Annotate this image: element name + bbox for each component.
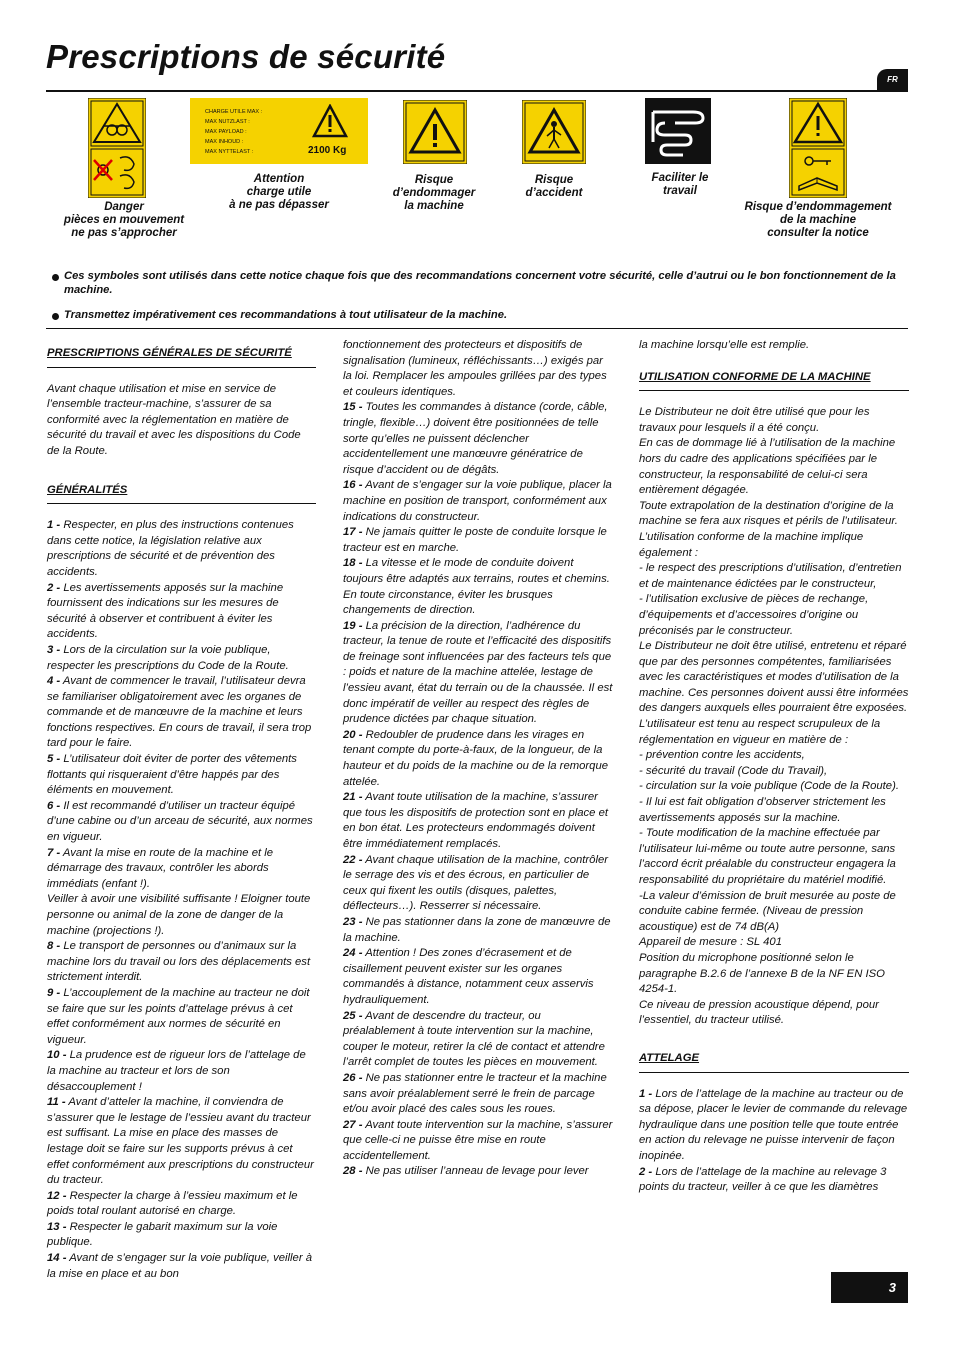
pointing-hand-icon (645, 98, 711, 164)
payload-sign-line: CHARGE UTILE MAX : (205, 109, 263, 115)
list-item: 20 - Redoubler de prudence dans les virages en tenant compte du porte-à-faux, de la longueur, de la hauteur et du poids de la machine ou de la remorque attelée. (343, 728, 609, 788)
machine-caption-3: la machine (404, 200, 464, 212)
bullet-item (52, 270, 902, 297)
list-item: 23 - Ne pas stationner dans la zone de manœuvre de la machine. (343, 915, 611, 944)
intro-bullets (52, 270, 902, 333)
paragraph: - l’utilisation exclusive de pièces de rechange, d’équipements et d’accessoires d’origine ou préconisés par le constructeur. (639, 593, 869, 637)
bullet-text: Transmettez impérativement ces recommandations à tout utilisateur de la machine. (64, 309, 508, 321)
machine-caption-1: Risque (414, 174, 454, 186)
paragraph: - prévention contre les accidents, (639, 749, 805, 762)
list-item: 19 - La précision de la direction, l’adhérence du tracteur, la tenue de route et l’efficacité des dispositifs de freinage sont influencées par des facteurs tels que : poids et nature de la machine attelée, lestage de l’essieu avant, état du terrain ou de la chaussée. Il est donc impératif de veiller au respect des règles de prudence dictées par chaque situation. (343, 619, 613, 726)
warning-triangle-icon (312, 104, 348, 138)
symbol-payload (190, 98, 368, 212)
list-item: 6 - Il est recommandé d’utiliser un tracteur équipé d’une cabine ou d’un arceau de sécurité, aux normes en vigueur. (47, 799, 313, 844)
paragraph: Appareil de mesure : SL 401 (639, 936, 782, 949)
list-item: 15 - Toutes les commandes à distance (corde, câble, tringle, flexible…) doivent être positionnées de telle sorte qu’elles ne puissent déclencher accidentellement une manœuvre génératrice de risque d’accident ou de dégâts. (343, 401, 608, 476)
list-item: Veiller à avoir une visibilité suffisante ! Eloigner toute personne ou animal de la zone de danger de la machine (projections !). (47, 893, 311, 937)
danger-caption-1: Danger (104, 201, 144, 213)
symbol-notice (738, 98, 898, 240)
symbol-danger (44, 98, 204, 240)
list-item: 24 - Attention ! Des zones d’écrasement et de cisaillement peuvent exister sur les organes commandés à distance, notamment ceux asservis hydrauliquement. (343, 947, 594, 1006)
list-item: 16 - Avant de s’engager sur la voie publique, placer la machine en position de transport, conformément aux indications du constructeur. (343, 479, 612, 523)
list-item: 18 - La vitesse et le mode de conduite doivent toujours être adaptés aux terrains, routes et chemins. En toute circonstance, éviter les brusques changements de direction. (343, 557, 610, 617)
bullet-text: Ces symboles sont utilisés dans cette notice chaque fois que des recommandations concernent votre sécurité, celle d’autrui ou le bon fonctionnement de la machine. (64, 270, 896, 296)
payload-sign-line: MAX INHOUD : (205, 139, 244, 145)
list-item: 25 - Avant de descendre du tracteur, ou préalablement à toute intervention sur la machine, couper le moteur, retirer la clé de contact et attendre l’arrêt complet de toutes les pièces en mouvement. (343, 1009, 605, 1069)
list-item: 1 - Respecter, en plus des instructions contenues dans cette notice, la législation relative aux prescriptions de sécurité et de prévention des accidents. (47, 519, 294, 578)
person-warning-icon (522, 100, 586, 164)
faciliter-caption-2: travail (663, 185, 697, 197)
list-item: 21 - Avant toute utilisation de la machine, s’assurer que tous les dispositifs de protection sont en place et en bon état. Les protecteurs endommagés doivent être immédiatement remplacés. (343, 791, 609, 850)
list-item: 13 - Respecter le gabarit maximum sur la voie publique. (47, 1220, 278, 1249)
page-number: 3 (831, 1272, 908, 1303)
paragraph: Le Distributeur ne doit être utilisé, entretenu et réparé que par des personnes compétentes, familiarisées avec les caractéristiques et modes d’utilisation de la machine. Ces personnes doivent aussi être informées des dangers auxquels elles pourraient être exposées. (639, 640, 909, 715)
paragraph: L’utilisateur est tenu au respect scrupuleux de la réglementation en vigueur en matière de : (639, 718, 881, 746)
list-item: 10 - La prudence est de rigueur lors de l’attelage de la machine au tracteur et lors de son désaccouplement ! (47, 1049, 306, 1093)
payload-caption-2: charge utile (246, 186, 312, 198)
accident-caption-1: Risque (534, 174, 574, 186)
list-item: fonctionnement des protecteurs et dispositifs de signalisation (lumineux, réfléchissants…) exigés par la loi. Remplacer les ampoules grillées par des types et couleurs identiques. (343, 339, 607, 398)
list-item: 28 - Ne pas utiliser l’anneau de levage pour lever (343, 1165, 589, 1178)
page-title: Prescriptions de sécurité (46, 38, 446, 75)
paragraph: - circulation sur la voie publique (Code de la Route). (639, 780, 899, 793)
continuation-text: la machine lorsqu’elle est remplie. (639, 339, 810, 351)
list-item: 2 - Les avertissements apposés sur la machine fournissent des indications sur les mesures de sécurité à observer et contribuent à éviter les accidents. (47, 581, 284, 641)
heading-attelage: ATTELAGE (639, 1043, 909, 1073)
symbol-accident (505, 100, 603, 200)
payload-sign-line: MAX NYTTELAST : (205, 149, 254, 155)
list-item: 1 - Lors de l’attelage de la machine au tracteur ou de sa dépose, placer le levier de commande du relevage hydraulique dans une position telle que toute entrée en action du relevage ne puisse intervenir de façon inopinée. (639, 1087, 908, 1162)
list-item: 27 - Avant toute intervention sur la machine, s’assurer que celle-ci ne puisse être mise en route accidentellement. (343, 1118, 613, 1162)
list-item: 12 - Respecter la charge à l’essieu maximum et le poids total roulant autorisé en charge. (47, 1189, 298, 1218)
paragraph: Position du microphone positionné selon le paragraphe B.2.6 de l’annexe B de la NF EN ISO 4254-1. (639, 951, 885, 996)
notice-caption-2: de la machine (779, 214, 857, 226)
list-item: 22 - Avant chaque utilisation de la machine, contrôler le serrage des vis et des écrous, en particulier de ceux qui fixent les outils (disques, palettes, déflecteurs…). Resserrer si nécessaire. (343, 853, 609, 913)
accident-caption-2: d’accident (525, 187, 583, 199)
heading-general-safety: PRESCRIPTIONS GÉNÉRALES DE SÉCURITÉ (47, 338, 316, 368)
language-tab: FR (877, 69, 908, 91)
list-item: 2 - Lors de l’attelage de la machine au relevage 3 points du tracteur, veiller à ce que les diamètres (639, 1165, 887, 1194)
bullet-dot-icon (52, 274, 59, 281)
list-item: 4 - Avant de commencer le travail, l’utilisateur devra se familiariser obligatoirement avec les organes de commande et de manœuvre de la machine et leurs fonctions respectives. En cours de travail, il sera trop tard pour le faire. (47, 675, 312, 750)
list-item: 8 - Le transport de personnes ou d’animaux sur la machine lors du travail ou lors des déplacements est strictement interdit. (47, 940, 311, 984)
paragraph: - le respect des prescriptions d’utilisation, d’entretien et de maintenance édictées par le constructeur, (639, 562, 902, 590)
payload-caption-1: Attention (253, 173, 305, 185)
column-3 (639, 338, 909, 1196)
heading-generalites: GÉNÉRALITÉS (47, 475, 316, 505)
column-2 (343, 338, 613, 1180)
list-item: 17 - Ne jamais quitter le poste de conduite lorsque le tracteur est en marche. (343, 526, 607, 554)
paragraph: - sécurité du travail (Code du Travail), (639, 764, 828, 777)
paragraph: -La valeur d’émission de bruit mesurée au poste de conduite cabine fermée. (Niveau de pression acoustique) est de 74 dB(A) (639, 889, 896, 933)
list-item: 7 - Avant la mise en route de la machine et le démarrage des travaux, contrôler les abords immédiats (enfant !). (47, 846, 274, 890)
list-item: 26 - Ne pas stationner entre le tracteur et la machine sans avoir préalablement serré le frein de parcage et/ou avoir placé des cales sous les roues. (343, 1071, 607, 1116)
list-item: 14 - Avant de s’engager sur la voie publique, veiller à la mise en place et au bon (47, 1252, 313, 1280)
faciliter-caption-1: Faciliter le (651, 172, 709, 184)
machine-caption-2: d’endommager (392, 187, 476, 199)
paragraph: Le Distributeur ne doit être utilisé que pour les travaux pour lesquels il a été conçu. (639, 406, 870, 434)
paragraph: Ce niveau de pression acoustique dépend, pour l’essentiel, du tracteur utilisé. (639, 998, 879, 1027)
list-item: 5 - L’utilisateur doit éviter de porter des vêtements flottants qui risqueraient d’être happés par des éléments en mouvement. (47, 753, 297, 797)
title-rule (46, 90, 908, 92)
payload-caption-3: à ne pas dépasser (229, 199, 329, 211)
list-item: 3 - Lors de la circulation sur la voie publique, respecter les prescriptions du Code de la Route. (47, 643, 289, 672)
symbol-machine-damage (384, 100, 484, 213)
payload-sign (190, 98, 368, 164)
paragraph: En cas de dommage lié à l’utilisation de la machine hors du cadre des applications spécifiées par le constructeur, la responsabilité de celui-ci sera entièrement dégagée. (639, 437, 896, 497)
bullet-item (52, 309, 902, 323)
read-manual-icon (789, 98, 847, 198)
paragraph: - Il lui est fait obligation d’observer strictement les avertissements apposés sur la machine. (639, 796, 886, 824)
bullet-dot-icon (52, 313, 59, 320)
danger-moving-parts-icon (88, 98, 146, 198)
heading-utilisation: UTILISATION CONFORME DE LA MACHINE (639, 362, 909, 392)
warning-triangle-icon (403, 100, 467, 164)
paragraph: L’utilisation conforme de la machine implique également : (639, 530, 864, 559)
notice-caption-3: consulter la notice (767, 227, 869, 239)
list-item: 9 - L’accouplement de la machine au tracteur ne doit se faire que sur les points d’attelage prévus à cet effet conformément aux normes de sécurité en vigueur. (47, 986, 310, 1046)
notice-caption-1: Risque d’endommagement (744, 201, 892, 213)
danger-caption-3: ne pas s’approcher (71, 227, 177, 239)
danger-caption-2: pièces en mouvement (63, 214, 185, 226)
section-divider (46, 328, 908, 329)
intro-paragraph: Avant chaque utilisation et mise en service de l’ensemble tracteur-machine, s’assurer de sa conformité avec la réglementation en matière de sécurité du travail et avec les dispositions du Code de la Route. (47, 382, 301, 457)
payload-value: 2100 Kg (308, 145, 347, 156)
paragraph: Toute extrapolation de la destination d’origine de la machine se fera aux risques et périls de l’utilisateur. (639, 499, 898, 528)
paragraph: - Toute modification de la machine effectuée par l’utilisateur lui-même ou toute autre personne, sans l’accord écrit préalable du constructeur engagera la responsabilité du propriétaire du matériel modifié. (639, 827, 896, 886)
payload-sign-line: MAX NUTZLAST : (205, 119, 250, 125)
column-1 (47, 338, 316, 1282)
list-item: 11 - Avant d’atteler la machine, il conviendra de s’assurer que le lestage de l’essieu avant du tracteur est suffisant. La mise en place des masses de lestage doit se faire sur les supports prévus à cet effet conformément aux prescriptions du constructeur du tracteur. (47, 1096, 314, 1187)
payload-sign-line: MAX PAYLOAD : (205, 129, 247, 135)
symbol-faciliter (630, 98, 730, 198)
